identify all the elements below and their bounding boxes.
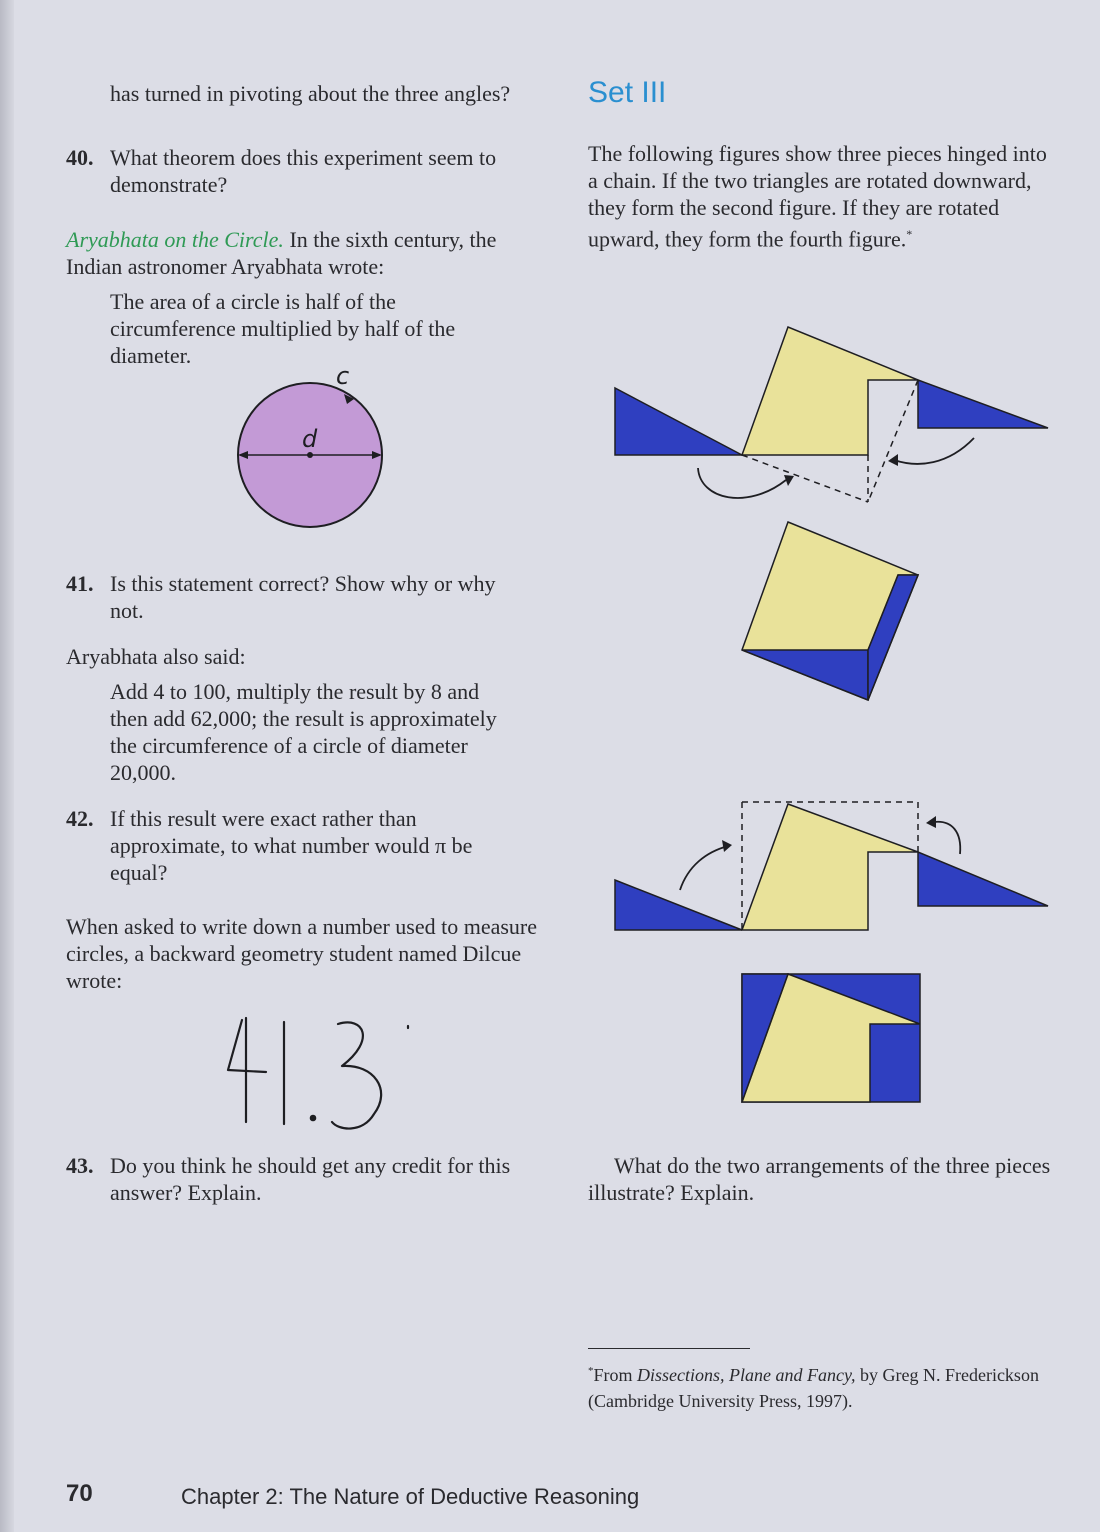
set-title: Set III [588, 76, 667, 109]
handwritten-backward-314 [224, 1010, 454, 1140]
set-intro [588, 140, 1058, 252]
footnote [588, 1358, 1048, 1414]
problem-43 [66, 1152, 511, 1205]
problem-text: Is this statement correct? Show why or why not. [110, 571, 496, 623]
footnote-suffix: by Greg N. Frederickson (Cambridge University Press, 1997). [588, 1365, 1039, 1411]
intro-text: The following figures show three pieces hinged into a chain. If the two triangles are rotated downward, they form the second figure. If they are rotated upward, they form the fourth figure. [588, 141, 1047, 252]
page-number: 70 [66, 1480, 93, 1507]
page-edge [0, 0, 14, 1532]
problem-number: 41. [66, 571, 94, 596]
problem-40 [66, 144, 497, 197]
footnote-rule [588, 1348, 750, 1349]
section-heading-aryabhata: Aryabhata on the Circle. [66, 227, 284, 252]
problem-text: If this result were exact rather than approximate, to what number would π be equal? [110, 806, 473, 885]
footnote-book-title: Dissections, Plane and Fancy, [637, 1365, 856, 1385]
diameter-label: d [302, 425, 318, 453]
aryabhata-also: Aryabhata also said: [66, 644, 246, 669]
aryabhata-paragraph [66, 226, 538, 280]
quote-area-of-circle: The area of a circle is half of the circumference multiplied by half of the diameter. [110, 289, 456, 368]
figure-rotated-downward [588, 520, 1068, 710]
chapter-title: Chapter 2: The Nature of Deductive Reasoning [181, 1484, 640, 1509]
quote-circumference: Add 4 to 100, multiply the result by 8 and then add 62,000; the result is approximately the circumference of a circle of diameter 20,000. [110, 679, 497, 785]
footnote-ref: * [906, 227, 913, 241]
problem-number: 42. [66, 806, 94, 831]
dilcue-paragraph: When asked to write down a number used to measure circles, a backward geometry student named Dilcue wrote: [66, 914, 538, 993]
figure-chain [588, 320, 1068, 510]
figure-chain-upward [588, 796, 1068, 936]
problem-text: What theorem does this experiment seem to demonstrate? [110, 145, 497, 197]
figure-rotated-upward [588, 970, 1068, 1110]
circle-figure [232, 364, 392, 544]
problem-text: Do you think he should get any credit for this answer? Explain. [110, 1153, 511, 1205]
problem-number: 43. [66, 1153, 94, 1178]
problem-39-continuation: has turned in pivoting about the three angles? [110, 81, 511, 106]
set-question: What do the two arrangements of the three pieces illustrate? Explain. [588, 1153, 1051, 1205]
footnote-prefix: From [593, 1365, 638, 1385]
problem-number: 40. [66, 145, 94, 170]
aryabhata-intro: In the sixth century, the Indian astronomer Aryabhata wrote: [66, 227, 497, 279]
circumference-label: c [336, 362, 350, 390]
problem-42 [66, 805, 473, 885]
footnote-mark: * [588, 1365, 594, 1377]
problem-41 [66, 570, 496, 623]
